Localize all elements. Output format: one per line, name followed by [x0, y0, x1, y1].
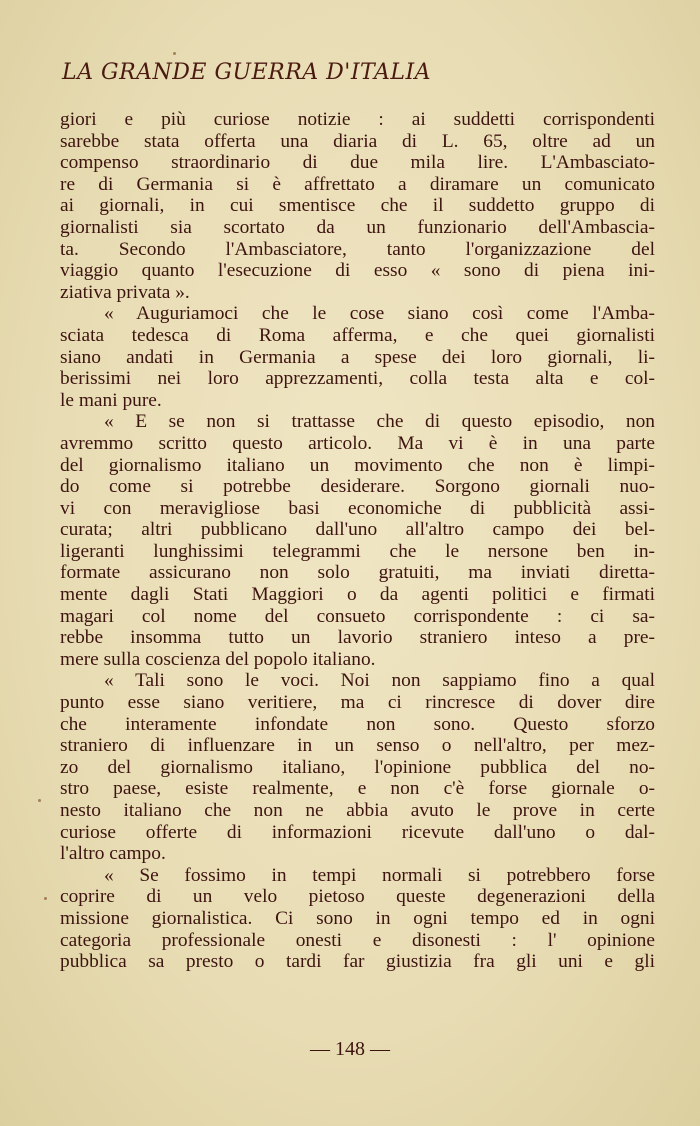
text-line: viaggio quanto l'esecuzione di esso « sono di piena ini- [60, 260, 655, 282]
text-line: giornalisti sia scortato da un funzionario dell'Ambascia- [60, 216, 655, 238]
text-line: compenso straordinario di due mila lire. L'Ambasciato- [60, 152, 655, 174]
text-line: sarebbe stata offerta una diaria di L. 65, oltre ad un [60, 130, 655, 152]
text-line: nesto italiano che non ne abbia avuto le prove in certe [60, 800, 655, 821]
text-line: ligeranti lunghissimi telegrammi che le nersone ben in- [60, 540, 655, 562]
paper-speck [173, 52, 176, 55]
text-line: categoria professionale onesti e disonesti : l' opinione [60, 929, 655, 951]
text-line: missione giornalistica. Ci sono in ogni tempo ed in ogni [60, 907, 655, 929]
text-line: magari col nome del consueto corrispondente : ci sa- [60, 605, 655, 627]
text-line: zo del giornalismo italiano, l'opinione pubblica del no- [60, 756, 655, 778]
text-line: ziativa privata ». [60, 281, 190, 303]
text-line: vi con meravigliose basi economiche di pubblicità assi- [60, 497, 655, 519]
text-line: avremmo scritto questo articolo. Ma vi è in una parte [60, 432, 655, 454]
text-line: « E se non si trattasse che di questo episodio, non [104, 411, 655, 433]
text-line: berissimi nei loro apprezzamenti, colla testa alta e col- [60, 368, 655, 390]
running-title: LA GRANDE GUERRA D'ITALIA [62, 60, 432, 85]
text-line: siano andati in Germania a spese dei loro giornali, li- [60, 346, 655, 368]
text-line: stro paese, esiste realmente, e non c'è forse giornale o- [60, 778, 655, 800]
text-line: del giornalismo italiano un movimento che non è limpi- [60, 454, 655, 476]
paper-speck [44, 897, 47, 900]
text-line: le mani pure. [60, 389, 162, 411]
text-line: sciata tedesca di Roma afferma, e che quei giornalisti [60, 324, 655, 346]
text-line: mere sulla coscienza del popolo italiano. [60, 648, 376, 670]
text-line: ta. Secondo l'Ambasciatore, tanto l'organizzazione del [60, 238, 655, 260]
text-line: curiose offerte di informazioni ricevute dall'uno o dal- [60, 821, 655, 843]
text-line: « Tali sono le voci. Noi non sappiamo fino a qual [104, 670, 655, 692]
page-number: — 148 — [310, 1038, 390, 1060]
text-line: l'altro campo. [60, 843, 166, 865]
paper-speck [38, 799, 41, 802]
text-line: curata; altri pubblicano dall'uno all'altro campo dei bel- [60, 519, 655, 541]
text-line: coprire di un velo pietoso queste degenerazioni della [60, 886, 655, 908]
body-text [60, 109, 655, 973]
text-line: ai giornali, in cui smentisce che il suddetto gruppo di [60, 195, 655, 217]
text-line: do come si potrebbe desiderare. Sorgono giornali nuo- [60, 476, 655, 498]
text-line: che interamente infondate non sono. Questo sforzo [60, 713, 655, 735]
text-line: rebbe insomma tutto un lavorio straniero inteso a pre- [60, 627, 655, 649]
text-line: re di Germania si è affrettato a diramare un comunicato [60, 173, 655, 195]
text-line: « Se fossimo in tempi normali si potrebbero forse [104, 864, 655, 886]
text-line: giori e più curiose notizie : ai suddetti corrispondenti [60, 109, 655, 130]
text-line: formate assicurano non solo gratuiti, ma inviati diretta- [60, 562, 655, 584]
text-line: « Auguriamoci che le cose siano così come l'Amba- [104, 303, 655, 325]
text-line: mente dagli Stati Maggiori o da agenti politici e firmati [60, 584, 655, 606]
text-line: punto esse siano veritiere, ma ci rincresce di dover dire [60, 692, 655, 714]
text-line: straniero di influenzare in un senso o nell'altro, per mez- [60, 735, 655, 757]
text-line: pubblica sa presto o tardi far giustizia fra gli uni e gli [60, 951, 655, 973]
